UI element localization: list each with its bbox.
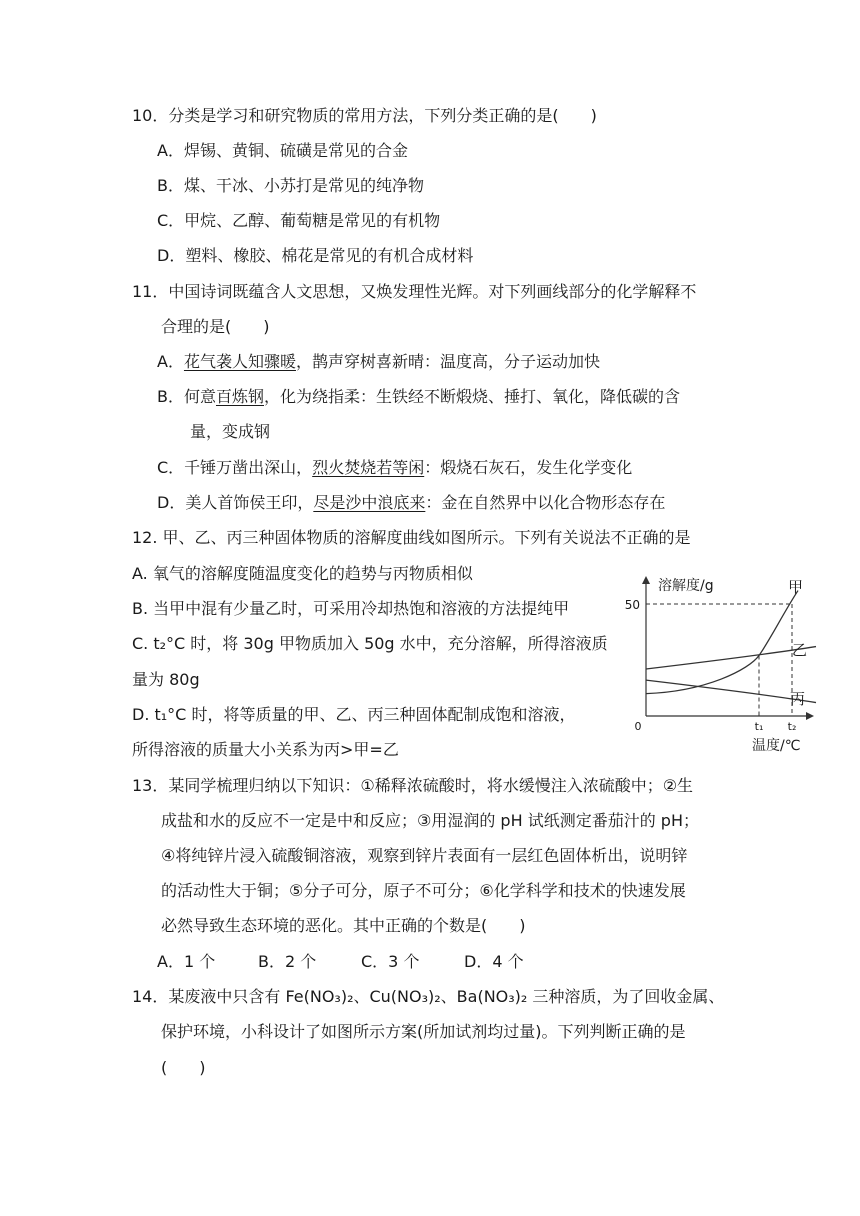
q11-stem-line2: 合理的是( ) <box>161 317 270 336</box>
q13-option-c: C．3 个 <box>361 952 420 971</box>
q10-option-c: C．甲烷、乙醇、葡萄糖是常见的有机物 <box>157 211 441 230</box>
q12-option-d-line1: D. t₁°C 时，将等质量的甲、乙、丙三种固体配制成饱和溶液， <box>132 705 576 724</box>
x-axis-arrow <box>806 712 814 720</box>
q14-line2: 保护环境，小科设计了如图所示方案(所加试剂均过量)。下列判断正确的是 <box>161 1022 686 1041</box>
q11-b-underlined: 百炼钢 <box>215 387 264 406</box>
x-axis-label: 温度/℃ <box>752 738 801 754</box>
x-tick-t1: t₁ <box>754 720 764 733</box>
curve-yi <box>646 647 816 669</box>
q11-a-rest: ，鹊声穿树喜新晴：温度高，分子运动加快 <box>295 352 600 371</box>
q11-stem-line1: 11．中国诗词既蕴含人文思想，又焕发理性光辉。对下列画线部分的化学解释不 <box>132 282 697 301</box>
q14-line3: ( ) <box>161 1058 206 1077</box>
q13-line1: 13．某同学梳理归纳以下知识：①稀释浓硫酸时，将水缓慢注入浓硫酸中；②生 <box>132 776 694 795</box>
q10-option-d: D．塑料、橡胶、棉花是常见的有机合成材料 <box>157 246 474 265</box>
y-axis-label: 溶解度/g <box>658 578 714 594</box>
q11-a-prefix: A． <box>157 352 184 371</box>
q11-c-rest: ：煅烧石灰石，发生化学变化 <box>424 458 633 477</box>
q11-c-prefix: C．千锤万凿出深山， <box>157 458 313 477</box>
q13-line4: 的活动性大于铜；⑤分子可分，原子不可分；⑥化学科学和技术的快速发展 <box>161 881 686 900</box>
q12-option-c-line1: C. t₂°C 时，将 30g 甲物质加入 50g 水中，充分溶解，所得溶液质 <box>132 634 608 653</box>
q11-d-prefix: D．美人首饰侯王印， <box>157 493 314 512</box>
q11-option-b <box>157 387 680 407</box>
q13-option-d: D．4 个 <box>464 952 524 971</box>
q11-b-prefix: B．何意 <box>157 387 216 406</box>
q10-option-b: B．煤、干冰、小苏打是常见的纯净物 <box>157 176 424 195</box>
y-axis-arrow <box>642 576 650 584</box>
q11-a-underlined: 花气袭人知骤暖 <box>183 352 296 371</box>
q12-option-d-line2: 所得溶液的质量大小关系为丙>甲=乙 <box>132 740 399 759</box>
q13-line5: 必然导致生态环境的恶化。其中正确的个数是( ) <box>161 916 526 935</box>
curve-jia-label: 甲 <box>788 578 804 596</box>
curve-jia <box>646 591 798 694</box>
solubility-curve-chart <box>622 564 834 764</box>
q11-option-c <box>157 458 632 478</box>
q14-line1: 14．某废液中只含有 Fe(NO₃)₂、Cu(NO₃)₂、Ba(NO₃)₂ 三种溶质，为了回收金属、 <box>132 987 725 1006</box>
q12-option-b: B. 当甲中混有少量乙时，可采用冷却热饱和溶液的方法提纯甲 <box>132 599 570 618</box>
q12-option-c-line2: 量为 80g <box>132 670 200 689</box>
q11-b-rest: ，化为绕指柔：生铁经不断煅烧、捶打、氧化，降低碳的含 <box>264 387 681 406</box>
q11-option-d <box>157 493 665 513</box>
curve-bing-label: 丙 <box>790 690 806 709</box>
q13-option-b: B．2 个 <box>258 952 317 971</box>
q13-line3: ④将纯锌片浸入硫酸铜溶液，观察到锌片表面有一层红色固体析出，说明锌 <box>161 846 688 865</box>
q10-option-a: A．焊锡、黄铜、硫磺是常见的合金 <box>157 141 408 160</box>
q12-option-a: A. 氧气的溶解度随温度变化的趋势与丙物质相似 <box>132 564 473 583</box>
q13-line2: 成盐和水的反应不一定是中和反应；③用湿润的 pH 试纸测定番茄汁的 pH； <box>161 811 699 830</box>
q11-d-underlined: 尽是沙中浪底来 <box>313 493 426 512</box>
solubility-chart-svg <box>622 564 834 764</box>
q13-option-a: A．1 个 <box>157 952 216 971</box>
curve-yi-label: 乙 <box>792 641 808 660</box>
y-tick-50: 50 <box>624 598 640 612</box>
q11-d-rest: ：金在自然界中以化合物形态存在 <box>425 493 666 512</box>
q12-stem: 12. 甲、乙、丙三种固体物质的溶解度曲线如图所示。下列有关说法不正确的是 <box>132 528 691 547</box>
x-tick-t2: t₂ <box>787 720 797 733</box>
q10-stem: 10．分类是学习和研究物质的常用方法，下列分类正确的是( ) <box>132 106 597 125</box>
q11-option-a <box>157 352 600 372</box>
q11-c-underlined: 烈火焚烧若等闲 <box>312 458 425 477</box>
origin-label: 0 <box>634 720 642 733</box>
q11-option-b-cont: 量，变成钢 <box>190 422 271 441</box>
